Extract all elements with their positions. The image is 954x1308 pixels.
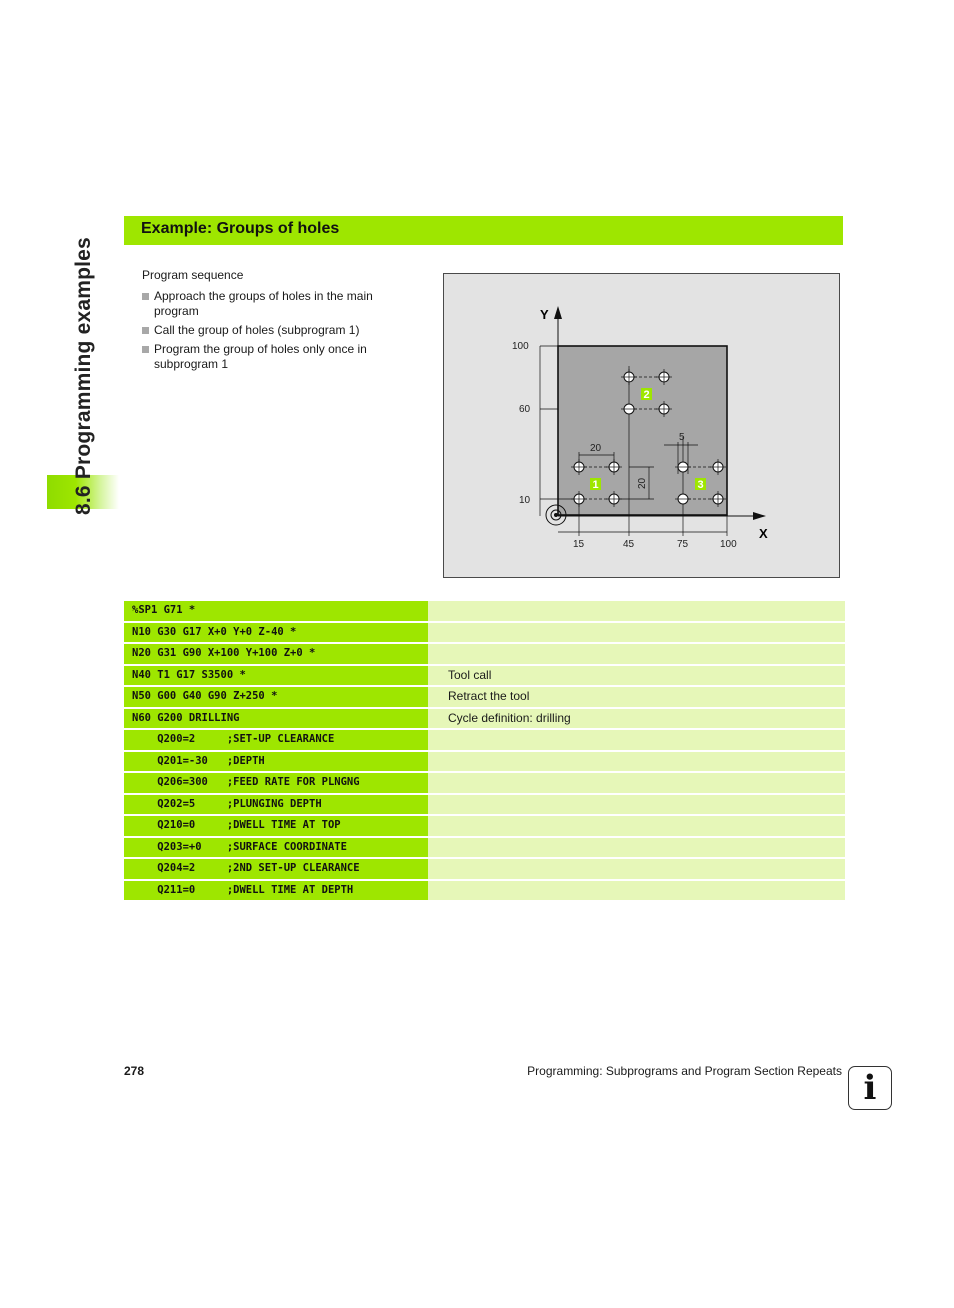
x-axis-arrow-icon: [753, 512, 766, 520]
footer-chapter-text: Programming: Subprograms and Program Section Repeats: [527, 1064, 842, 1078]
table-row: [124, 666, 845, 686]
table-row: [124, 795, 845, 815]
bullet-item: Call the group of holes (subprogram 1): [142, 323, 402, 338]
table-row: [124, 601, 845, 621]
bullet-square-icon: [142, 327, 149, 334]
chapter-title: 8.6 Programming examples: [72, 237, 95, 515]
code-cell: N60 G200 DRILLING: [124, 709, 428, 729]
dim-label-vertical: 20: [637, 477, 648, 489]
bullet-square-icon: [142, 293, 149, 300]
y-tick-label: 10: [519, 495, 531, 506]
description-cell: Cycle definition: drilling: [428, 709, 845, 729]
table-row: [124, 773, 845, 793]
table-row: [124, 644, 845, 664]
description-cell: [428, 795, 845, 815]
dim-label-spacing: 20: [590, 443, 602, 454]
page-number: 278: [124, 1064, 145, 1078]
table-row: [124, 859, 845, 879]
description-cell: [428, 752, 845, 772]
section-header: [124, 216, 843, 245]
bullet-square-icon: [142, 346, 149, 353]
intro-block: [142, 268, 402, 376]
intro-lead: Program sequence: [142, 268, 244, 282]
code-cell: N10 G30 G17 X+0 Y+0 Z-40 *: [124, 623, 428, 643]
table-row: [124, 709, 845, 729]
y-axis-arrow-icon: [554, 306, 562, 319]
y-axis-label: Y: [540, 307, 549, 322]
y-tick-label: 60: [519, 404, 531, 415]
dim-label-offset: 5: [679, 432, 685, 443]
table-row: [124, 816, 845, 836]
x-axis-label: X: [759, 526, 768, 541]
x-tick-label: 45: [623, 539, 635, 550]
description-cell: [428, 623, 845, 643]
description-cell: Retract the tool: [428, 687, 845, 707]
table-row: [124, 623, 845, 643]
code-cell: N50 G00 G40 G90 Z+250 *: [124, 687, 428, 707]
bullet-list: [142, 289, 402, 372]
description-cell: [428, 881, 845, 901]
bullet-item: Program the group of holes only once in subprogram 1: [142, 342, 402, 372]
table-row: [124, 838, 845, 858]
description-cell: [428, 730, 845, 750]
code-cell: Q200=2 ;SET-UP CLEARANCE: [124, 730, 428, 750]
description-cell: [428, 838, 845, 858]
table-row: [124, 730, 845, 750]
group-label-3: 3: [697, 479, 704, 491]
table-row: [124, 687, 845, 707]
code-cell: N20 G31 G90 X+100 Y+100 Z+0 *: [124, 644, 428, 664]
code-cell: %SP1 G71 *: [124, 601, 428, 621]
table-row: [124, 752, 845, 772]
description-cell: [428, 816, 845, 836]
x-tick-label: 100: [720, 539, 737, 550]
description-cell: Tool call: [428, 666, 845, 686]
description-cell: [428, 644, 845, 664]
group-label-2: 2: [643, 389, 650, 401]
code-cell: Q201=-30 ;DEPTH: [124, 752, 428, 772]
code-cell: Q204=2 ;2ND SET-UP CLEARANCE: [124, 859, 428, 879]
x-tick-label: 75: [677, 539, 689, 550]
x-tick-label: 15: [573, 539, 585, 550]
workpiece-drawing: [443, 273, 840, 578]
code-cell: N40 T1 G17 S3500 *: [124, 666, 428, 686]
code-cell: Q203=+0 ;SURFACE COORDINATE: [124, 838, 428, 858]
y-tick-label: 100: [512, 341, 529, 352]
bullet-item: Approach the groups of holes in the main program: [142, 289, 402, 319]
drawing-canvas: [444, 274, 839, 577]
code-cell: Q210=0 ;DWELL TIME AT TOP: [124, 816, 428, 836]
description-cell: [428, 859, 845, 879]
group-label-1: 1: [592, 479, 599, 491]
table-row: [124, 881, 845, 901]
info-icon: i: [848, 1066, 892, 1110]
code-cell: Q206=300 ;FEED RATE FOR PLNGNG: [124, 773, 428, 793]
nc-program-table: [124, 601, 845, 902]
section-title: Example: Groups of holes: [141, 220, 340, 237]
code-cell: Q202=5 ;PLUNGING DEPTH: [124, 795, 428, 815]
description-cell: [428, 601, 845, 621]
description-cell: [428, 773, 845, 793]
code-cell: Q211=0 ;DWELL TIME AT DEPTH: [124, 881, 428, 901]
